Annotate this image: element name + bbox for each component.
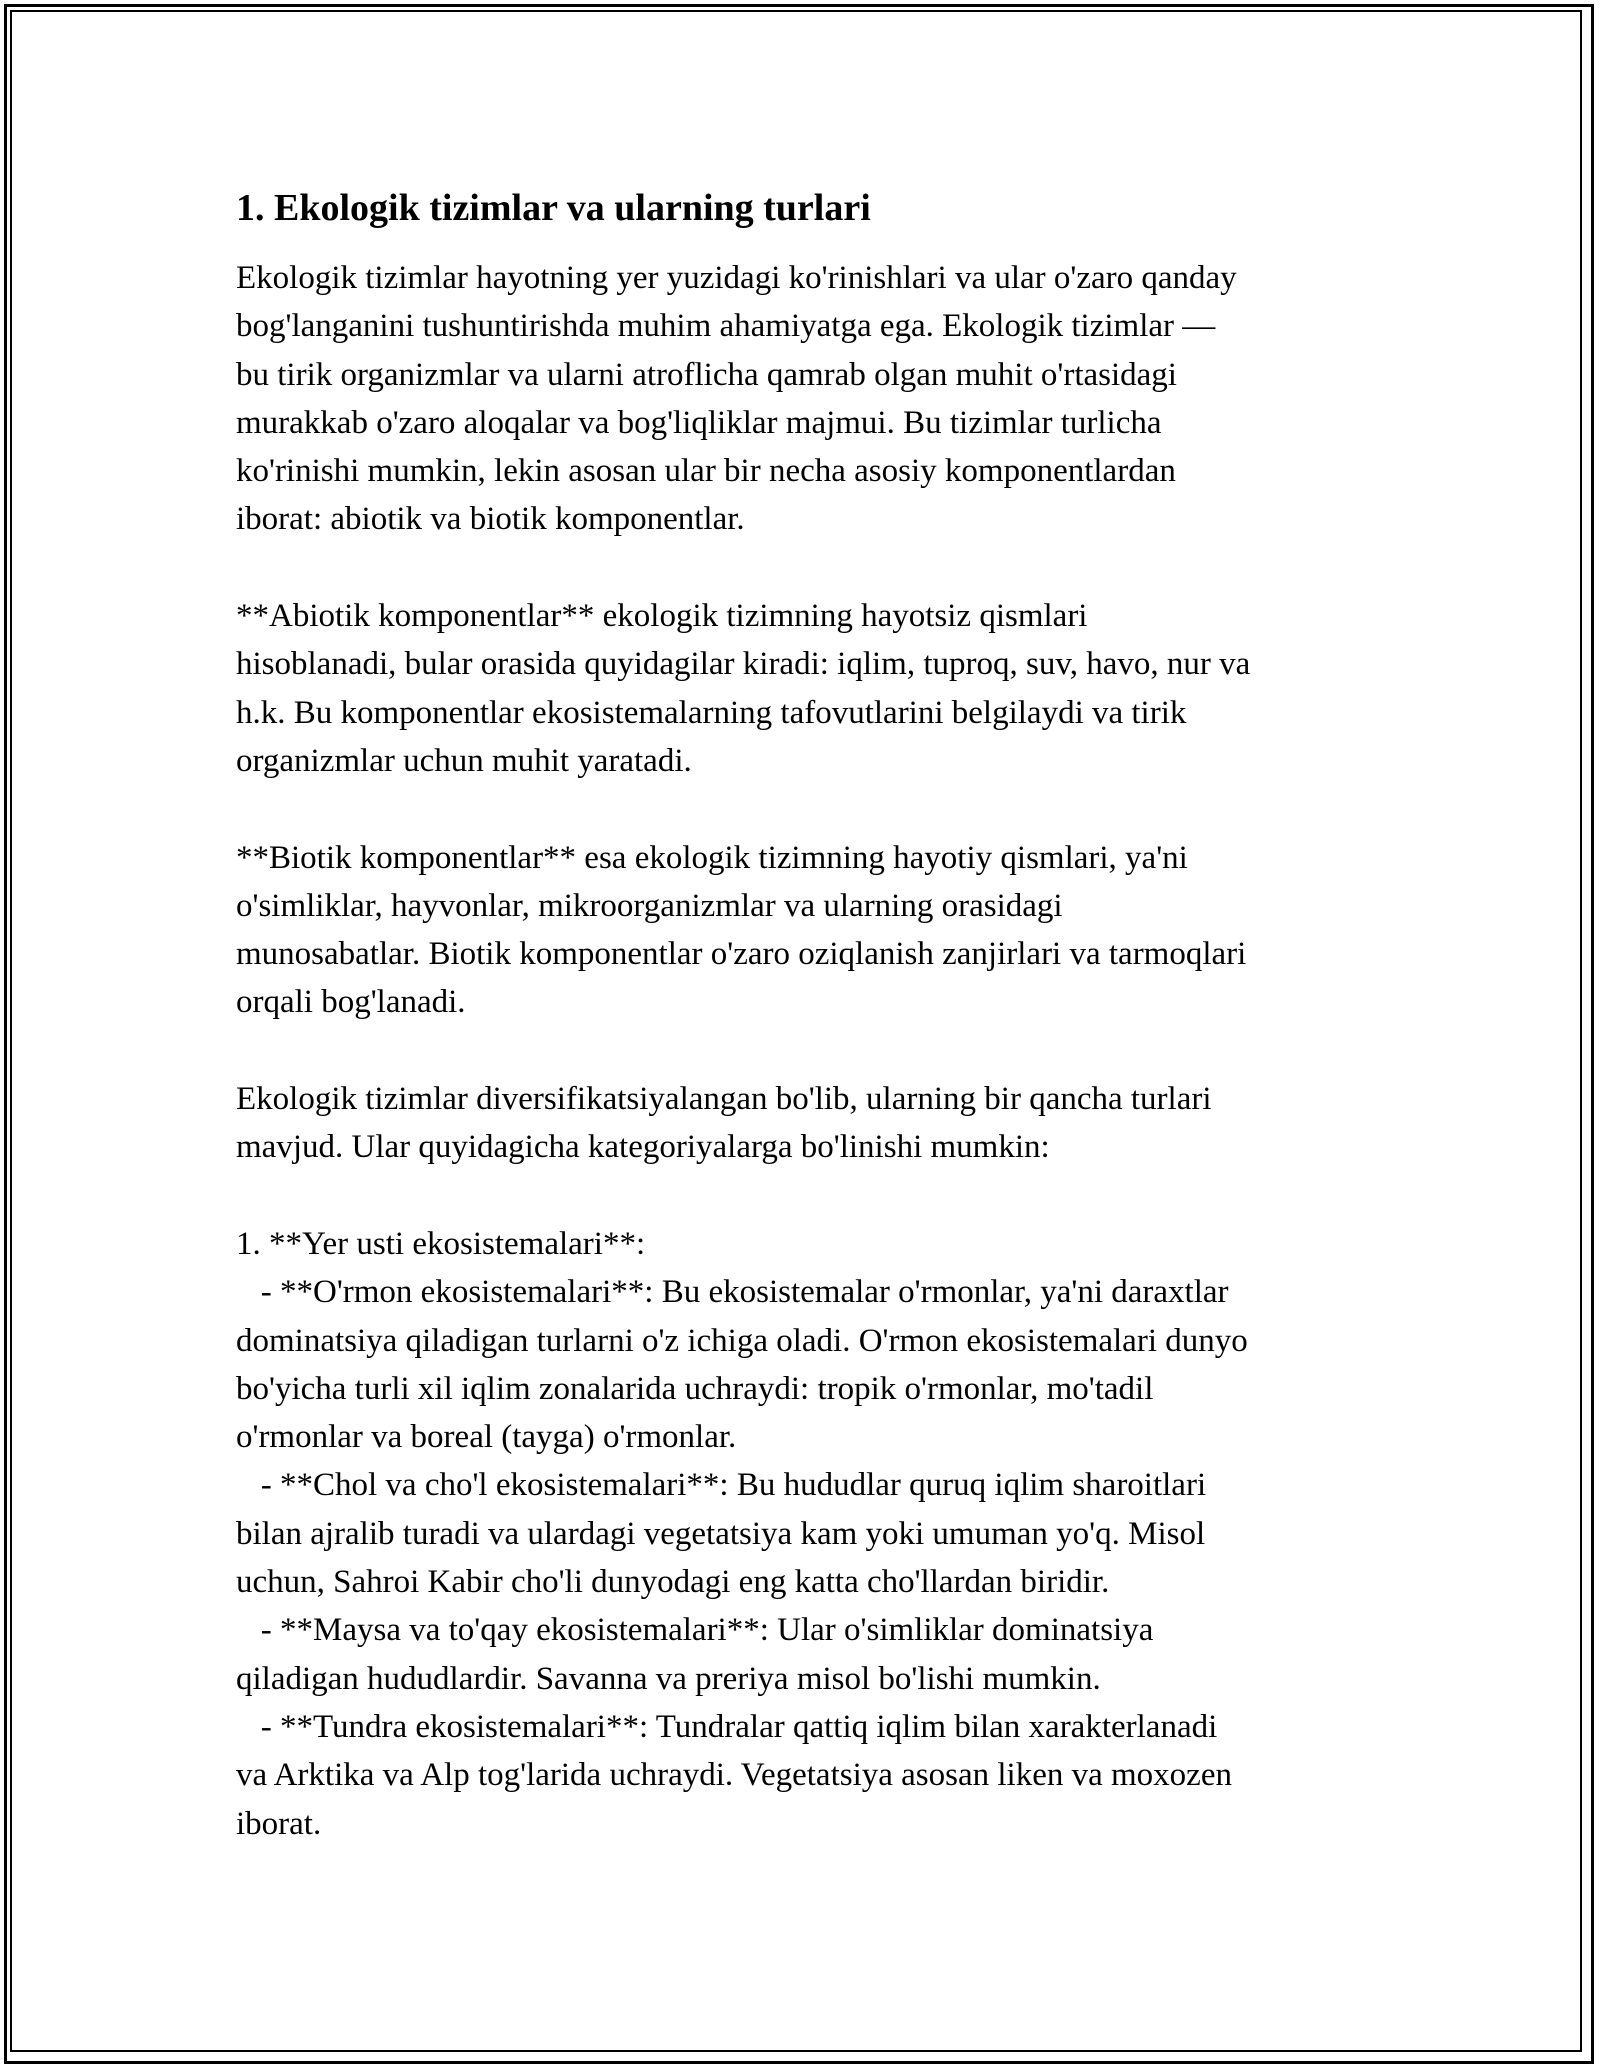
abiotic-paragraph [236,592,1376,785]
text-line: murakkab o'zaro aloqalar va bog'liqliklar majmui. Bu tizimlar turlicha [236,404,1162,441]
intro-paragraph [236,254,1376,544]
text-line: mavjud. Ular quyidagicha kategoriyalarga bo'linishi mumkin: [236,1129,1050,1166]
text-line: munosabatlar. Biotik komponentlar o'zaro oziqlanish zanjirlari va tarmoqlari [236,936,1247,973]
types-intro-paragraph [236,1075,1376,1172]
text-line: va Arktika va Alp tog'larida uchraydi. Vegetatsiya asosan liken va moxozen [236,1757,1232,1794]
list-item: - **Tundra ekosistemalari**: Tundralar qattiq iqlim bilan xarakterlanadi [236,1708,1218,1745]
text-line: **Biotik komponentlar** esa ekologik tizimning hayotiy qismlari, ya'ni [236,839,1188,876]
text-line: **Abiotik komponentlar** ekologik tizimning hayotsiz qismlari [236,598,1088,635]
list-item: - **O'rmon ekosistemalari**: Bu ekosistemalar o'rmonlar, ya'ni daraxtlar [236,1274,1229,1311]
text-line: bog'langanini tushuntirishda muhim ahamiyatga ega. Ekologik tizimlar — [236,308,1216,345]
paragraph-gap [236,544,1376,592]
text-line: ko'rinishi mumkin, lekin asosan ular bir necha asosiy komponentlardan [236,453,1176,490]
text-line: hisoblanadi, bular orasida quyidagilar kiradi: iqlim, tuproq, suv, havo, nur va [236,646,1251,683]
text-line: qiladigan hududlardir. Savanna va preriya misol bo'lishi mumkin. [236,1660,1101,1697]
ecosystem-types-list [236,1220,1376,1848]
text-line: h.k. Bu komponentlar ekosistemalarning tafovutlarini belgilaydi va tirik [236,694,1187,731]
paragraph-gap [236,1027,1376,1075]
text-line: o'simliklar, hayvonlar, mikroorganizmlar va ularning orasidagi [236,887,1063,924]
list-item: 1. **Yer usti ekosistemalari**: [236,1225,646,1262]
document-body [236,184,1376,1848]
paragraph-gap [236,1172,1376,1220]
text-line: Ekologik tizimlar hayotning yer yuzidagi ko'rinishlari va ular o'zaro qanday [236,260,1237,296]
list-item: - **Chol va cho'l ekosistemalari**: Bu hududlar quruq iqlim sharoitlari [236,1467,1207,1504]
text-line: bu tirik organizmlar va ularni atroflicha qamrab olgan muhit o'rtasidagi [236,356,1177,393]
text-line: uchun, Sahroi Kabir cho'li dunyodagi eng katta cho'llardan biridir. [236,1564,1110,1601]
text-line: bo'yicha turli xil iqlim zonalarida uchraydi: tropik o'rmonlar, mo'tadil [236,1370,1154,1407]
text-line: o'rmonlar va boreal (tayga) o'rmonlar. [236,1419,737,1456]
text-line: organizmlar uchun muhit yaratadi. [236,742,692,779]
text-line: Ekologik tizimlar diversifikatsiyalangan bo'lib, ularning bir qancha turlari [236,1081,1212,1118]
text-line: dominatsiya qiladigan turlarni o'z ichiga oladi. O'rmon ekosistemalari dunyo [236,1322,1248,1359]
text-line: orqali bog'lanadi. [236,984,466,1021]
section-heading: 1. Ekologik tizimlar va ularning turlari [236,187,871,229]
paragraph-gap [236,785,1376,833]
list-item: - **Maysa va to'qay ekosistemalari**: Ular o'simliklar dominatsiya [236,1612,1154,1649]
text-line: iborat: abiotik va biotik komponentlar. [236,501,745,538]
biotic-paragraph [236,834,1376,1027]
text-line: bilan ajralib turadi va ulardagi vegetatsiya kam yoki umuman yo'q. Misol [236,1515,1206,1552]
text-line: iborat. [236,1805,322,1842]
